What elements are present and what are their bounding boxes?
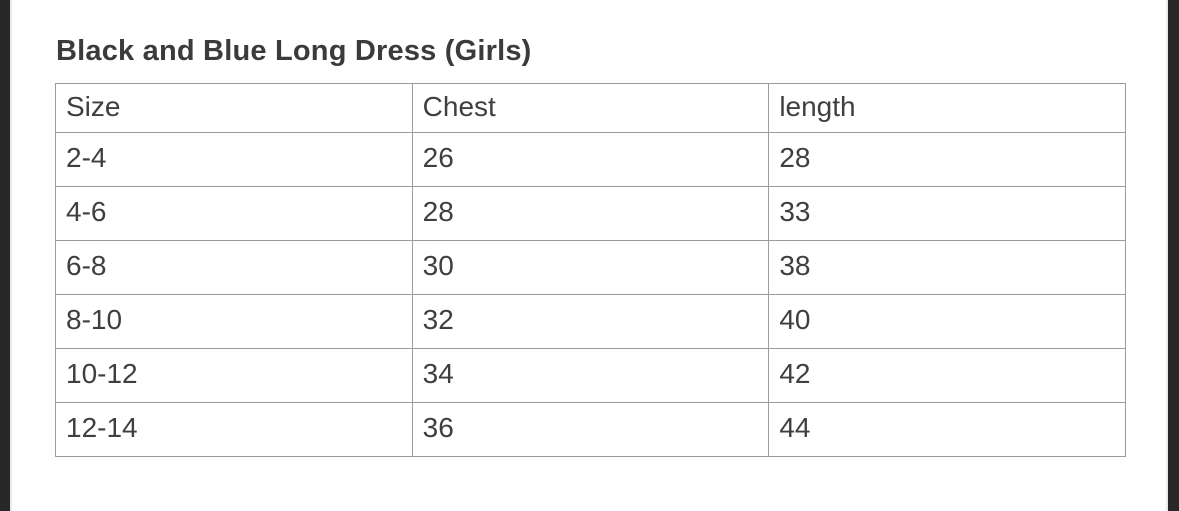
chest-cell: 32 <box>412 294 769 348</box>
length-cell: 44 <box>769 402 1126 456</box>
length-cell: 42 <box>769 348 1126 402</box>
size-cell: 12-14 <box>56 402 413 456</box>
col-header-chest: Chest <box>412 83 769 132</box>
table-row <box>56 294 1126 348</box>
size-cell: 10-12 <box>56 348 413 402</box>
chest-cell: 28 <box>412 186 769 240</box>
table-row <box>56 132 1126 186</box>
size-cell: 8-10 <box>56 294 413 348</box>
size-cell: 4-6 <box>56 186 413 240</box>
col-header-size: Size <box>56 83 413 132</box>
page-title: Black and Blue Long Dress (Girls) <box>56 35 532 67</box>
table-row <box>56 186 1126 240</box>
chest-cell: 30 <box>412 240 769 294</box>
chest-cell: 36 <box>412 402 769 456</box>
table-row <box>56 348 1126 402</box>
size-cell: 2-4 <box>56 132 413 186</box>
table-row <box>56 240 1126 294</box>
length-cell: 33 <box>769 186 1126 240</box>
left-frame-bar <box>0 0 12 511</box>
size-cell: 6-8 <box>56 240 413 294</box>
length-cell: 38 <box>769 240 1126 294</box>
length-cell: 40 <box>769 294 1126 348</box>
size-chart-section <box>55 0 1126 457</box>
length-cell: 28 <box>769 132 1126 186</box>
chest-cell: 34 <box>412 348 769 402</box>
size-chart-table <box>55 83 1126 457</box>
right-frame-bar <box>1166 0 1179 511</box>
table-row <box>56 402 1126 456</box>
table-header-row <box>56 83 1126 132</box>
chest-cell: 26 <box>412 132 769 186</box>
col-header-length: length <box>769 83 1126 132</box>
